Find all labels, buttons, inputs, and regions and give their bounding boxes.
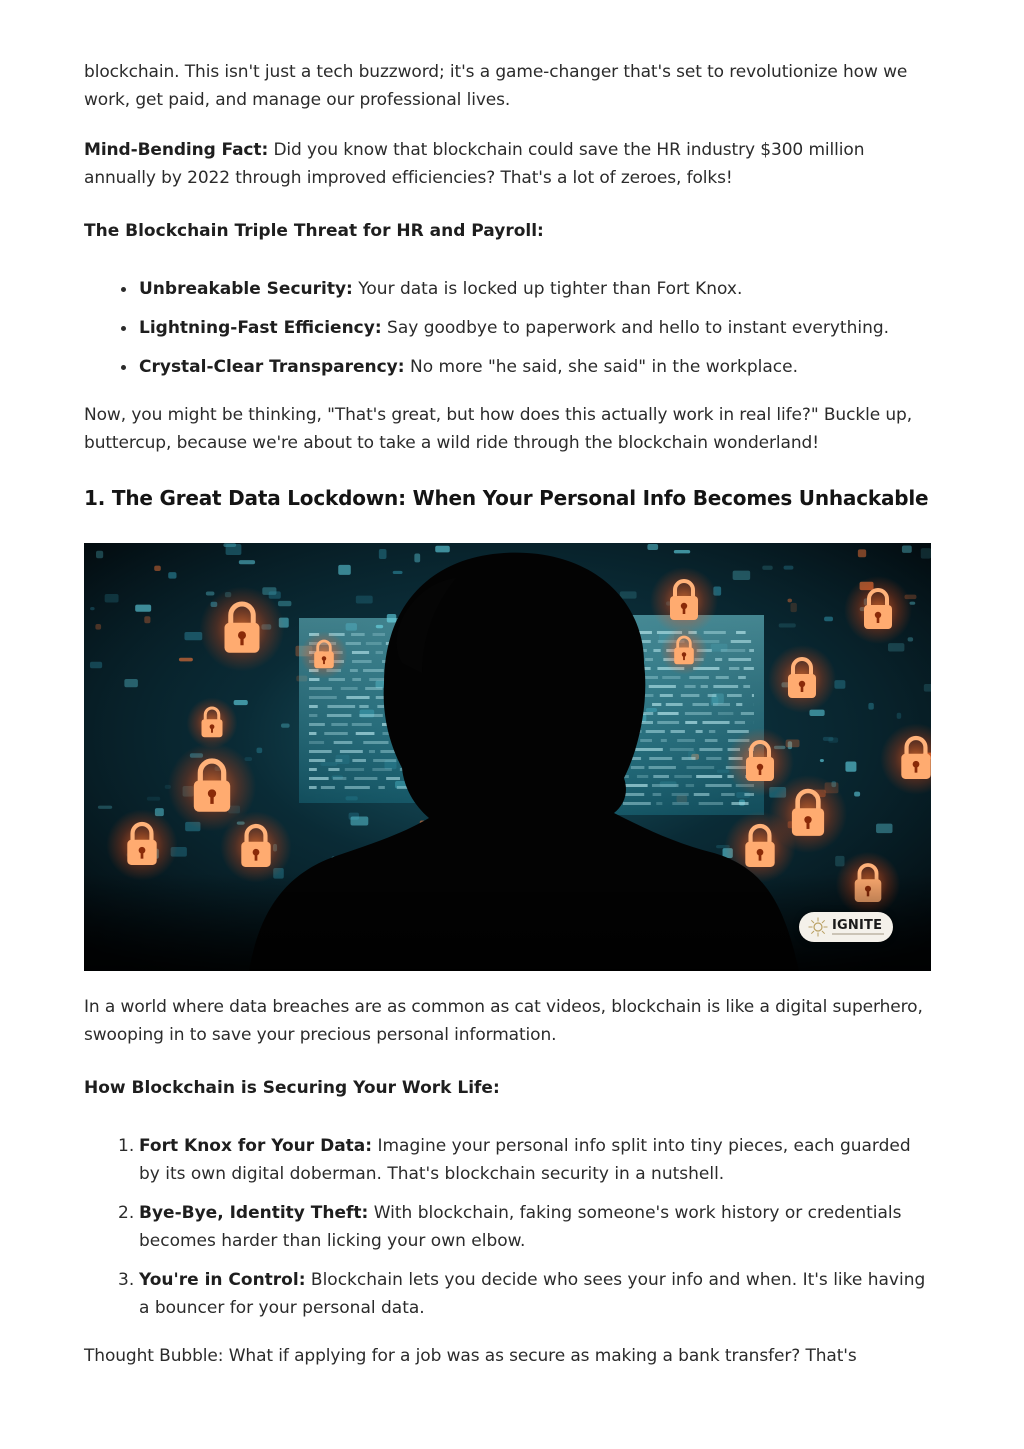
screen-code-line <box>328 768 339 771</box>
screen-code-line <box>354 777 377 780</box>
screen-code-line <box>309 759 325 762</box>
list-item-label: Fort Knox for Your Data: <box>139 1136 373 1156</box>
screen-code-line <box>721 649 745 652</box>
screen-code-line <box>716 676 729 679</box>
badge-logo-text: IGNITE <box>832 918 883 933</box>
bokeh-light <box>393 571 403 574</box>
screen-code-line <box>672 802 689 805</box>
transition-paragraph: Now, you might be thinking, "That's great, but how does this actually work in real life?" Buckle up, buttercup, because we're about to take a wild ride through the blockchain wonderland! <box>84 405 913 453</box>
screen-code-line <box>309 768 317 771</box>
screen-code-line <box>721 793 735 796</box>
list-item <box>118 1266 930 1322</box>
screen-code-line <box>708 694 717 697</box>
screen-code-line <box>693 703 709 706</box>
screen-code-line <box>660 694 673 697</box>
bokeh-light <box>147 797 160 801</box>
screen-code-line <box>674 775 691 778</box>
bokeh-light <box>414 554 420 563</box>
screen-code-line <box>377 705 384 708</box>
article-body <box>84 58 930 1370</box>
screen-code-line <box>694 793 710 796</box>
screen-code-line <box>704 631 726 634</box>
hero-image <box>84 543 931 971</box>
screen-code-line <box>309 723 325 726</box>
list-item-number: 3. <box>118 1270 135 1290</box>
screen-code-line <box>327 714 352 717</box>
screen-code-line <box>333 777 346 780</box>
fact-paragraph <box>84 136 930 192</box>
screen-code-line <box>653 775 669 778</box>
screen-code-line <box>682 757 696 760</box>
screen-code-line <box>658 712 679 715</box>
screen-code-line <box>709 730 715 733</box>
screen-code-line <box>637 775 648 778</box>
screen-code-line <box>378 786 384 789</box>
list-item-label: You're in Control: <box>139 1270 306 1290</box>
list-item <box>118 1132 930 1188</box>
screen-code-line <box>631 766 645 769</box>
screen-code-line <box>372 768 391 771</box>
screen-code-line <box>729 667 739 670</box>
bokeh-light <box>897 713 901 719</box>
bokeh-light <box>95 624 101 630</box>
screen-code-line <box>352 651 369 654</box>
list-item-label: Lightning-Fast Efficiency: <box>139 318 382 338</box>
bokeh-light <box>124 679 138 687</box>
bokeh-light <box>790 603 796 612</box>
screen-code-line <box>329 678 345 681</box>
bokeh-light <box>787 599 792 603</box>
screen-code-line <box>350 669 358 672</box>
screen-code-line <box>661 739 667 742</box>
screen-code-line <box>686 784 694 787</box>
bokeh-light <box>876 824 892 833</box>
screen-code-line <box>346 696 369 699</box>
screen-code-line <box>713 685 738 688</box>
screen-code-line <box>327 705 355 708</box>
intro-paragraph: blockchain. This isn't just a tech buzzword; it's a game-changer that's set to revolutionize how we work, get paid, and manage our professional lives. <box>84 62 908 110</box>
screen-code-line <box>359 714 383 717</box>
screen-code-line <box>642 712 653 715</box>
screen-code-line <box>640 739 652 742</box>
screen-code-line <box>309 777 329 780</box>
screen-code-line <box>706 757 721 760</box>
screen-code-line <box>701 685 708 688</box>
screen-code-line <box>351 633 365 636</box>
screen-code-line <box>309 741 324 744</box>
screen-code-line <box>657 721 679 724</box>
bokeh-light <box>206 592 215 596</box>
screen-code-line <box>656 802 662 805</box>
bokeh-light <box>281 724 290 728</box>
bokeh-light <box>924 684 931 692</box>
screen-code-line <box>321 786 335 789</box>
bokeh-light <box>762 566 773 570</box>
screen-code-line <box>689 676 709 679</box>
list-item <box>118 1199 930 1255</box>
fact-text: Did you know that blockchain could save the HR industry $300 million annually by 2022 through improved efficiencies? That's a lot of zeroes, folks! <box>84 140 865 188</box>
bokeh-light <box>888 643 904 651</box>
screen-code-line <box>718 712 733 715</box>
screen-code-line <box>623 802 651 805</box>
screen-code-line <box>345 768 364 771</box>
triple-threat-list <box>84 275 930 381</box>
screen-code-line <box>662 676 680 679</box>
screen-code-line <box>649 685 676 688</box>
screen-code-line <box>653 649 660 652</box>
bokeh-light <box>168 572 176 578</box>
screen-code-line <box>731 802 748 805</box>
screen-code-line <box>345 786 370 789</box>
securing-heading: How Blockchain is Securing Your Work Life: <box>84 1078 500 1098</box>
list-item-text: With blockchain, faking someone's work history or credentials becomes harder than licking your own elbow. <box>139 1203 902 1251</box>
screen-code-line <box>687 766 715 769</box>
screen-code-line <box>735 721 745 724</box>
screen-code-line <box>713 703 730 706</box>
sun-logo-icon <box>808 917 828 937</box>
screen-code-line <box>653 793 662 796</box>
list-item-text: Blockchain lets you decide who sees your info and when. It's like having a bouncer for your personal data. <box>139 1270 926 1318</box>
bokeh-light <box>820 759 824 762</box>
bokeh-light <box>338 565 351 575</box>
bokeh-light <box>647 544 658 550</box>
screen-code-line <box>397 786 408 789</box>
bokeh-light <box>784 566 794 570</box>
screen-code-line <box>309 678 319 681</box>
bokeh-light <box>620 591 637 598</box>
screen-code-line <box>363 741 388 744</box>
bokeh-light <box>868 703 873 710</box>
screen-code-line <box>672 793 689 796</box>
bokeh-light <box>234 700 248 705</box>
list-item <box>139 314 930 342</box>
screen-code-line <box>738 676 746 679</box>
bokeh-light <box>823 737 834 741</box>
section-heading: 1. The Great Data Lockdown: When Your Personal Info Becomes Unhackable <box>84 486 929 510</box>
screen-code-line <box>685 712 712 715</box>
screen-code-line <box>749 649 754 652</box>
screen-code-line <box>741 712 754 715</box>
screen-code-line <box>309 687 332 690</box>
bokeh-light <box>858 549 866 557</box>
bokeh-light <box>854 792 860 797</box>
screen-code-line <box>652 784 679 787</box>
screen-code-line <box>646 730 665 733</box>
screen-code-line <box>736 703 742 706</box>
bokeh-light <box>226 544 242 555</box>
list-item-text: No more "he said, she said" in the workplace. <box>404 357 798 377</box>
bokeh-light <box>779 623 796 627</box>
screen-code-line <box>681 694 700 697</box>
bokeh-light <box>902 546 912 553</box>
screen-code-line <box>696 730 703 733</box>
list-item-text: Imagine your personal info split into tiny pieces, each guarded by its own digital doberman. That's blockchain security in a nutshell. <box>139 1136 911 1184</box>
screen-code-line <box>699 802 723 805</box>
bokeh-light <box>135 605 151 612</box>
screen-code-line <box>359 705 368 708</box>
screen-code-line <box>705 739 718 742</box>
bokeh-light <box>824 617 833 622</box>
bokeh-light <box>834 680 845 689</box>
ignite-badge <box>799 912 893 942</box>
screen-code-line <box>728 658 751 661</box>
bokeh-light <box>179 658 193 662</box>
bokeh-light <box>105 594 119 603</box>
screen-code-line <box>685 721 697 724</box>
screen-code-line <box>373 633 385 636</box>
data-lockdown-illustration <box>84 543 931 971</box>
list-item-text: Say goodbye to paperwork and hello to instant everything. <box>381 318 890 338</box>
screen-code-line <box>352 723 372 726</box>
screen-code-line <box>727 694 742 697</box>
section-paragraph: In a world where data breaches are as common as cat videos, blockchain is like a digital superhero, swooping in to save your precious personal information. <box>84 997 923 1045</box>
screen-code-line <box>373 759 396 762</box>
screen-code-line <box>331 723 347 726</box>
screen-code-line <box>684 685 695 688</box>
screen-code-line <box>356 732 375 735</box>
screen-code-line <box>715 658 722 661</box>
screen-code-line <box>731 640 751 643</box>
list-item-label: Bye-Bye, Identity Theft: <box>139 1203 369 1223</box>
bokeh-light <box>674 550 690 553</box>
bokeh-light <box>184 632 202 640</box>
screen-code-line <box>352 660 372 663</box>
securing-list <box>84 1132 930 1322</box>
screen-code-line <box>369 750 375 753</box>
screen-code-line <box>752 694 754 697</box>
bokeh-light <box>435 546 450 553</box>
screen-code-line <box>702 721 729 724</box>
screen-code-line <box>696 775 722 778</box>
screen-code-line <box>645 658 653 661</box>
screen-code-line <box>363 669 384 672</box>
screen-code-line <box>334 741 353 744</box>
list-item <box>139 275 930 303</box>
bokeh-light <box>379 549 387 559</box>
screen-code-line <box>324 732 347 735</box>
screen-code-line <box>340 750 363 753</box>
screen-code-line <box>366 642 382 645</box>
screen-code-line <box>309 696 337 699</box>
screen-code-line <box>376 651 383 654</box>
screen-code-line <box>736 631 746 634</box>
screen-code-line <box>309 714 317 717</box>
badge-tagline <box>832 933 884 935</box>
bokeh-light <box>908 637 914 641</box>
screen-code-line <box>699 748 722 751</box>
list-item-text: Your data is locked up tighter than Fort Knox. <box>352 279 743 299</box>
screen-code-line <box>666 703 683 706</box>
bokeh-light <box>356 596 373 604</box>
list-item-number: 1. <box>118 1136 135 1156</box>
bokeh-light <box>257 748 263 753</box>
screen-code-line <box>309 705 318 708</box>
list-item-label: Unbreakable Security: <box>139 279 353 299</box>
screen-code-line <box>335 759 342 762</box>
bokeh-light <box>154 566 161 571</box>
bokeh-light <box>278 601 291 606</box>
screen-code-line <box>670 748 694 751</box>
list-item-number: 2. <box>118 1203 135 1223</box>
screen-code-line <box>309 750 332 753</box>
bokeh-light <box>845 761 856 771</box>
screen-code-line <box>341 687 358 690</box>
bokeh-light <box>351 816 369 825</box>
list-item <box>139 353 930 381</box>
fact-label: Mind-Bending Fact: <box>84 140 269 160</box>
screen-code-line <box>744 667 754 670</box>
bokeh-light <box>144 616 150 623</box>
screen-code-line <box>705 784 731 787</box>
bokeh-light <box>239 560 255 564</box>
screen-code-line <box>365 687 382 690</box>
bokeh-light <box>733 571 751 580</box>
list-item-label: Crystal-Clear Transparency: <box>139 357 405 377</box>
triple-threat-heading: The Blockchain Triple Threat for HR and Payroll: <box>84 221 544 241</box>
screen-code-line <box>352 678 361 681</box>
screen-code-line <box>649 757 672 760</box>
bokeh-light <box>98 806 112 809</box>
screen-code-line <box>743 685 750 688</box>
bokeh-light <box>921 548 931 558</box>
bokeh-light <box>90 662 102 669</box>
thought-bubble-paragraph: Thought Bubble: What if applying for a job was as secure as making a bank transfer? That's <box>84 1346 857 1366</box>
screen-code-line <box>352 759 366 762</box>
screen-code-line <box>309 786 317 789</box>
screen-code-line <box>677 739 695 742</box>
screen-code-line <box>652 703 661 706</box>
screen-code-line <box>309 732 316 735</box>
bokeh-light <box>90 607 95 610</box>
screen-code-line <box>671 730 685 733</box>
bokeh-light <box>96 551 103 559</box>
screen-code-line <box>386 777 400 780</box>
screen-code-line <box>649 766 676 769</box>
screen-code-line <box>635 748 663 751</box>
screen-code-line <box>346 642 361 645</box>
